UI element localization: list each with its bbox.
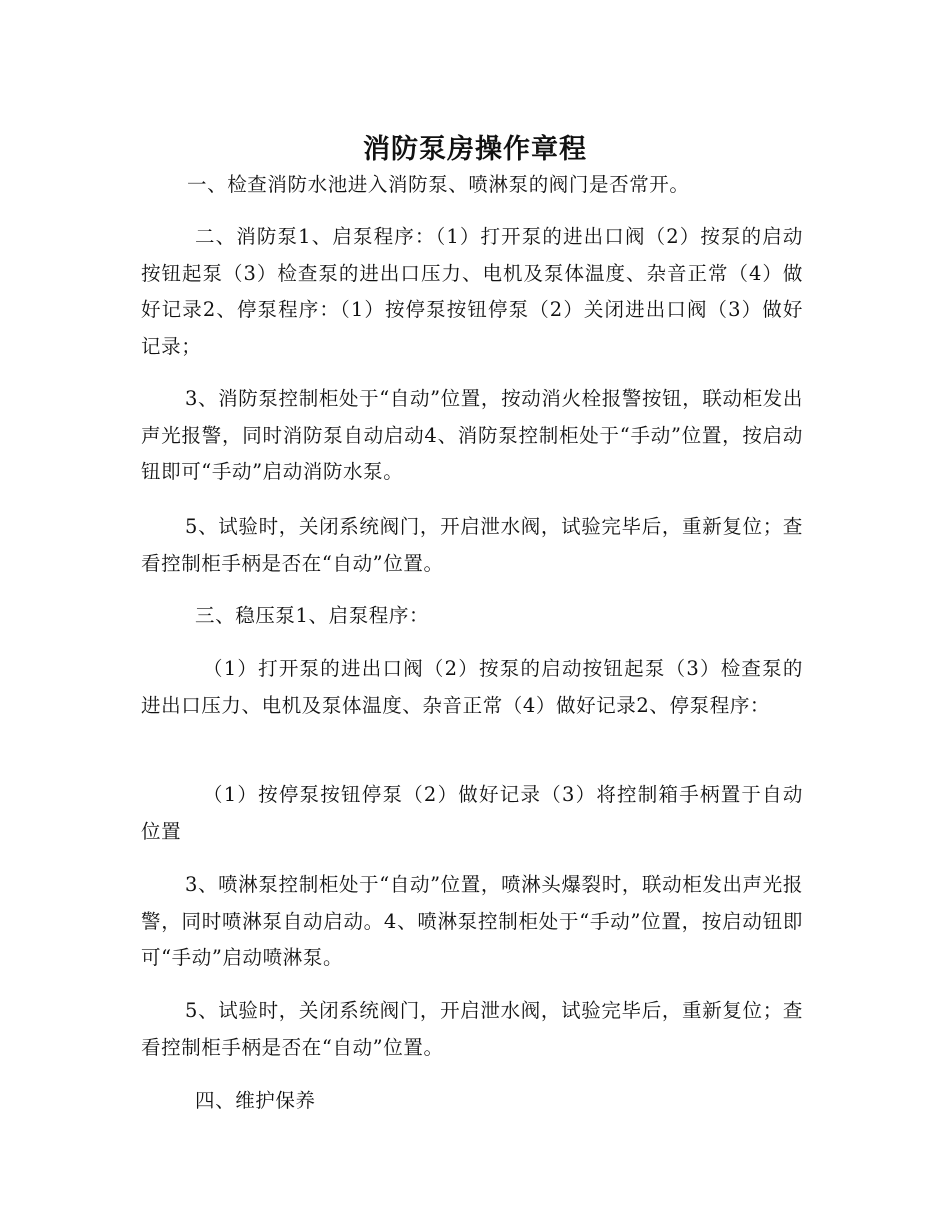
document-title: 消防泵房操作章程 bbox=[363, 134, 587, 166]
paragraph-maintenance-heading: 四、维护保养 bbox=[195, 1089, 316, 1112]
paragraph-fire-pump-procedure: 二、消防泵1、启泵程序：（1）打开泵的进出口阀（2）按泵的启动按钮起泵（3）检查泵的进出口压力、电机及泵体温度、杂音正常（4）做好记录2、停泵程序：（1）按停泵按钮停泵（2）关闭进出口阀（3）做好记录； bbox=[141, 225, 803, 358]
paragraph-stabilizer-stop-steps: （1）按停泵按钮停泵（2）做好记录（3）将控制箱手柄置于自动位置 bbox=[141, 783, 803, 843]
paragraph-stabilizer-pump-heading: 三、稳压泵1、启泵程序： bbox=[195, 604, 430, 627]
paragraph-sprinkler-pump-control: 3、喷淋泵控制柜处于“自动”位置，喷淋头爆裂时，联动柜发出声光报警，同时喷淋泵自动启动。4、喷淋泵控制柜处于“手动”位置，按启动钮即可“手动”启动喷淋泵。 bbox=[141, 873, 803, 969]
paragraph-sprinkler-pump-test: 5、试验时，关闭系统阀门，开启泄水阀，试验完毕后，重新复位；查看控制柜手柄是否在“自动”位置。 bbox=[141, 999, 803, 1059]
paragraph-check-valves: 一、检查消防水池进入消防泵、喷淋泵的阀门是否常开。 bbox=[187, 173, 690, 196]
paragraph-stabilizer-start-steps: （1）打开泵的进出口阀（2）按泵的启动按钮起泵（3）检查泵的进出口压力、电机及泵体温度、杂音正常（4）做好记录2、停泵程序： bbox=[141, 657, 803, 717]
paragraph-fire-pump-test: 5、试验时，关闭系统阀门，开启泄水阀，试验完毕后，重新复位；查看控制柜手柄是否在“自动”位置。 bbox=[141, 515, 803, 575]
paragraph-fire-pump-control-cabinet: 3、消防泵控制柜处于“自动”位置，按动消火栓报警按钮，联动柜发出声光报警，同时消防泵自动启动4、消防泵控制柜处于“手动”位置，按启动钮即可“手动”启动消防水泵。 bbox=[141, 387, 803, 483]
